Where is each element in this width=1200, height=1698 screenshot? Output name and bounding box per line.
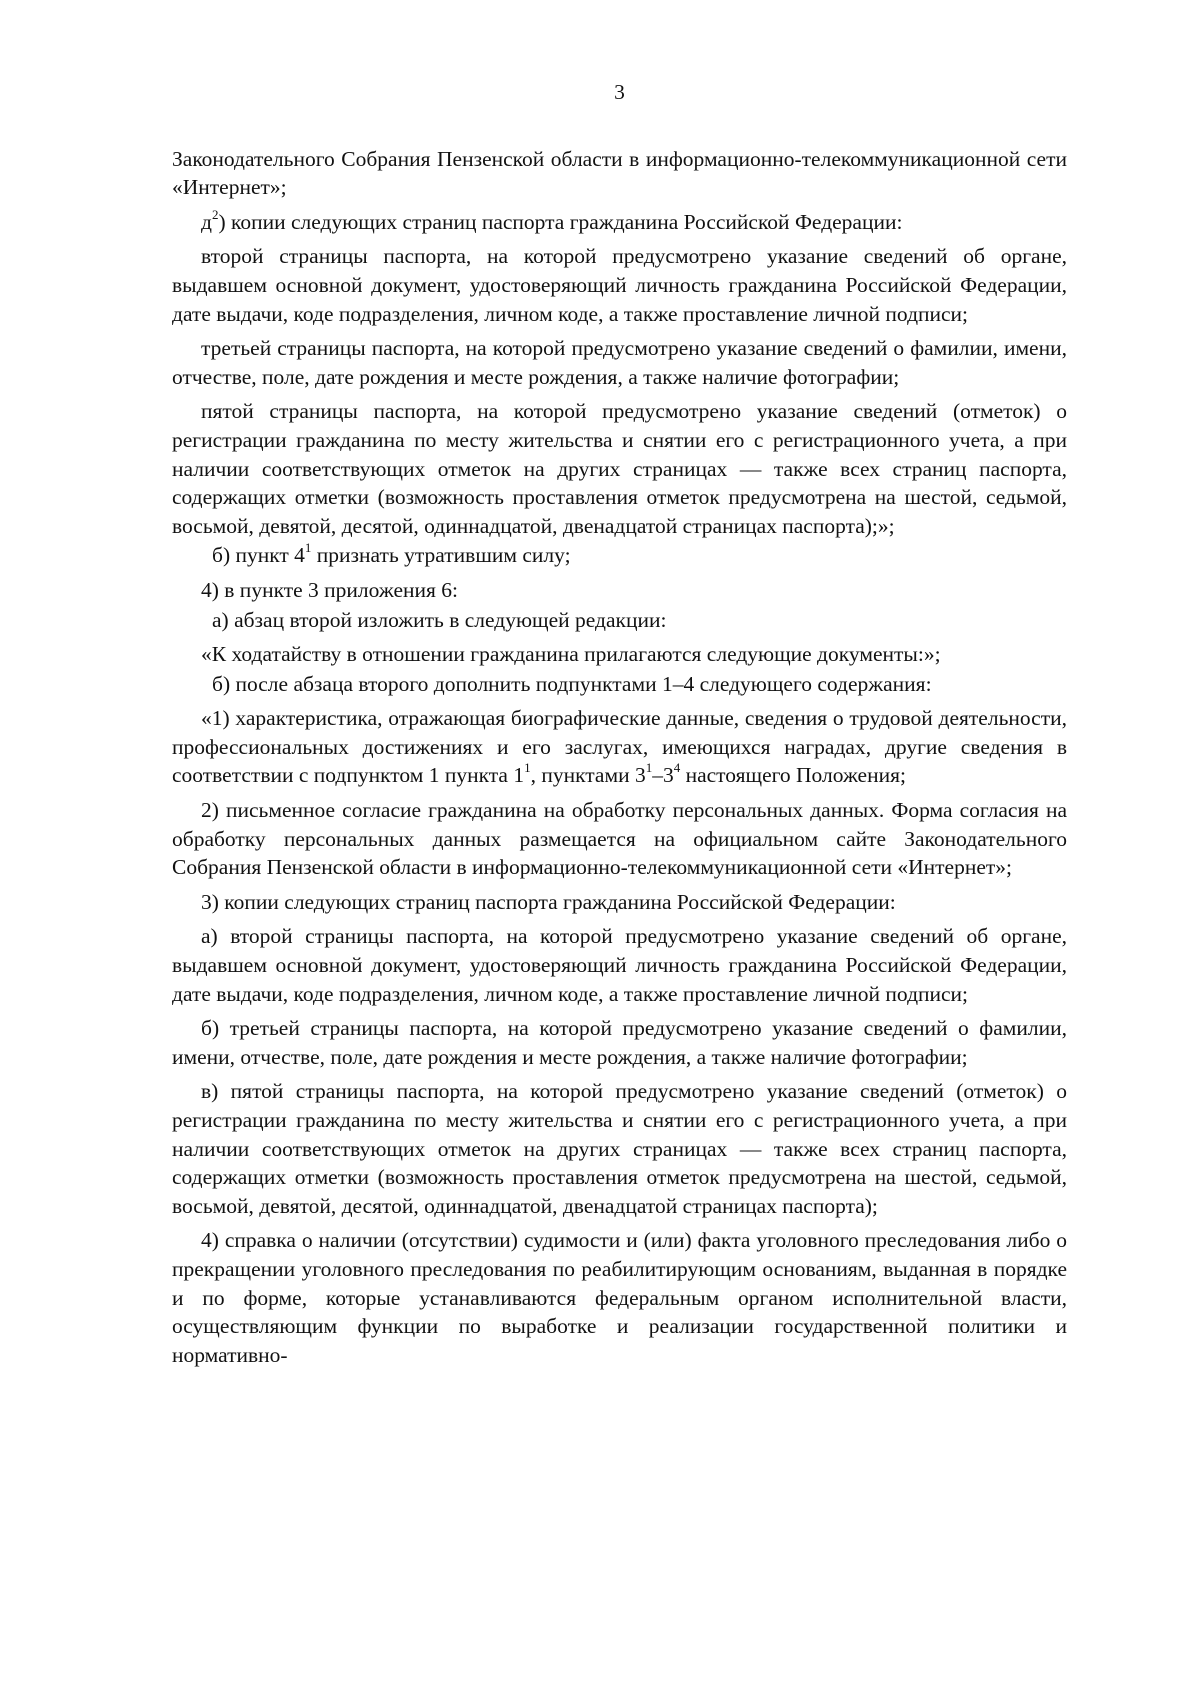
superscript: 2 bbox=[211, 206, 219, 222]
paragraph-text: 4) в пункте 3 приложения 6: bbox=[201, 577, 458, 602]
paragraph-text: настоящего Положения; bbox=[680, 763, 906, 788]
paragraph bbox=[172, 1226, 1067, 1369]
paragraph bbox=[172, 576, 1067, 605]
paragraph bbox=[172, 670, 1067, 699]
paragraph-text: д bbox=[201, 209, 212, 234]
paragraph bbox=[172, 145, 1067, 202]
paragraph-text: а) второй страницы паспорта, на которой предусмотрено указание сведений об органе, выдавшем основной документ, удостоверяющий личность гражданина Российской Федерации, дате выдачи, коде подразделения, личном коде, а также проставление личной подписи; bbox=[172, 924, 1067, 1006]
paragraph-text: пятой страницы паспорта, на которой предусмотрено указание сведений (отметок) о регистрации гражданина по месту жительства и снятии его с регистрационного учета, а при наличии соответствующих отметок на других страницах — также всех страниц паспорта, содержащих отметки (возможность проставления отметок предусмотрена на шестой, седьмой, восьмой, девятой, десятой, одиннадцатой, двенадцатой страницах паспорта);»; bbox=[172, 399, 1067, 538]
paragraph-text: 3) копии следующих страниц паспорта гражданина Российской Федерации: bbox=[201, 889, 896, 914]
superscript: 1 bbox=[524, 760, 531, 776]
paragraph bbox=[172, 888, 1067, 917]
superscript: 1 bbox=[304, 540, 312, 556]
paragraph-text: б) после абзаца второго дополнить подпунктами 1–4 следующего содержания: bbox=[212, 671, 932, 696]
paragraph-text: «1) характеристика, отражающая биографические данные, сведения о трудовой деятельности, профессиональных достижениях и его заслугах, имеющихся наградах, другие сведения в соответствии с подпунктом 1 пункта 1 bbox=[172, 706, 1067, 788]
paragraph-text: Законодательного Собрания Пензенской области в информационно-телекоммуникационной сети «Интернет»; bbox=[172, 146, 1067, 200]
paragraph-text: в) пятой страницы паспорта, на которой предусмотрено указание сведений (отметок) о регистрации гражданина по месту жительства и снятии его с регистрационного учета, а при наличии соответствующих отметок на других страницах — также всех страниц паспорта, содержащих отметки (возможность проставления отметок предусмотрена на шестой, седьмой, восьмой, девятой, десятой, одиннадцатой, двенадцатой страницах паспорта); bbox=[172, 1079, 1067, 1218]
paragraph bbox=[172, 640, 1067, 669]
paragraph bbox=[172, 208, 1067, 237]
superscript: 4 bbox=[673, 760, 681, 776]
paragraph-text: , пунктами 3 bbox=[530, 763, 646, 788]
paragraph-text: «К ходатайству в отношении гражданина прилагаются следующие документы:»; bbox=[201, 642, 941, 667]
paragraph-text: признать утратившим силу; bbox=[311, 543, 571, 568]
paragraph bbox=[172, 242, 1067, 328]
paragraph bbox=[172, 796, 1067, 882]
paragraph-text: 2) письменное согласие гражданина на обработку персональных данных. Форма согласия на обработку персональных данных размещается на официальном сайте Законодательного Собрания Пензенской области в информационно-телекоммуникационной сети «Интернет»; bbox=[172, 798, 1067, 880]
paragraph-text: второй страницы паспорта, на которой предусмотрено указание сведений об органе, выдавшем основной документ, удостоверяющий личность гражданина Российской Федерации, дате выдачи, коде подразделения, личном коде, а также проставление личной подписи; bbox=[172, 244, 1067, 326]
paragraph bbox=[172, 1077, 1067, 1220]
paragraph-text: ) копии следующих страниц паспорта гражданина Российской Федерации: bbox=[218, 209, 903, 234]
paragraph bbox=[172, 1014, 1067, 1071]
paragraph bbox=[172, 334, 1067, 391]
page-number: 3 bbox=[614, 80, 625, 104]
paragraph-text: –3 bbox=[652, 763, 674, 788]
paragraph-text: третьей страницы паспорта, на которой предусмотрено указание сведений о фамилии, имени, отчестве, поле, дате рождения и месте рождения, а также наличие фотографии; bbox=[172, 336, 1067, 389]
paragraph bbox=[172, 704, 1067, 790]
paragraph-text: а) абзац второй изложить в следующей редакции: bbox=[212, 607, 667, 632]
superscript: 1 bbox=[645, 760, 653, 776]
paragraph-text: б) пункт 4 bbox=[212, 543, 305, 568]
paragraph-text: 4) справка о наличии (отсутствии) судимости и (или) факта уголовного преследования либо о прекращении уголовного преследования по реабилитирующим основаниям, выданная в порядке и по форме, которые устанавливаются федеральным органом исполнительной власти, осуществляющим функции по выработке и реализации государственной политики и нормативно- bbox=[172, 1228, 1067, 1367]
paragraph bbox=[172, 922, 1067, 1008]
paragraph-text: б) третьей страницы паспорта, на которой предусмотрено указание сведений о фамилии, имени, отчестве, поле, дате рождения и месте рождения, а также наличие фотографии; bbox=[172, 1016, 1067, 1069]
paragraph bbox=[172, 606, 1067, 635]
paragraph bbox=[172, 541, 1067, 570]
paragraph bbox=[172, 397, 1067, 540]
